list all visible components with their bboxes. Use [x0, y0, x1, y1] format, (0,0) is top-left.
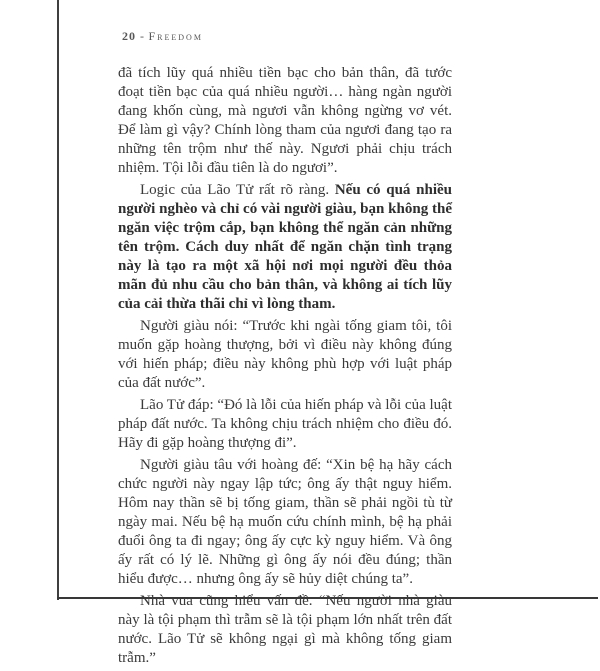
- paragraph: đã tích lũy quá nhiều tiền bạc cho bản thân, đã tước đoạt tiền bạc của quá nhiều người… hàng ngàn người đang khốn cùng, mà ngươi vẫn không ngừng vơ vét. Để làm gì vậy? Chính lòng tham của ngươi đang tạo ra những tên trộm như thế này. Ngươi phải chịu trách nhiệm. Tội lỗi đầu tiên là do ngươi”.: [118, 65, 452, 176]
- book-title: Freedom: [148, 29, 203, 43]
- body-text-block: [118, 64, 452, 671]
- page-number: 20: [122, 29, 136, 43]
- paragraph: Lão Tử đáp: “Đó là lỗi của hiến pháp và lỗi của luật pháp đất nước. Ta không chịu trách nhiệm cho điều đó. Hãy đi gặp hoàng thượng đi”.: [118, 397, 452, 451]
- paragraph-bold-text: Nếu có quá nhiều người nghèo và chỉ có vài người giàu, bạn không thể ngăn việc trộm cắp, bạn không thể ngăn cản những tên trộm. Cách duy nhất để ngăn chặn tình trạng này là tạo ra một xã hội nơi mọi người đều thỏa mãn đủ nhu cầu cho bản thân, và không ai tích lũy của cải thừa thãi chỉ vì lòng tham.: [118, 182, 452, 312]
- paragraph: Người giàu tâu với hoàng đế: “Xin bệ hạ hãy cách chức người này ngay lập tức; ông ấy thật nguy hiểm. Hôm nay thần sẽ bị tống giam, thần sẽ phải ngồi tù từ ngày mai. Nếu bệ hạ muốn cứu chính mình, bệ hạ phải đuổi ông ta đi ngay; ông ấy cực kỳ nguy hiểm. Và ông ấy rất có lý lẽ. Những gì ông ấy nói đều đúng; thần hiểu được… nhưng ông ấy sẽ hủy diệt chúng ta”.: [118, 457, 452, 587]
- paragraph: Nhà vua cũng hiểu vấn đề. “Nếu người nhà giàu này là tội phạm thì trẫm sẽ là tội phạm lớn nhất trên đất nước. Lão Tử sẽ không ngại gì mà không tống giam trẫm.”: [118, 593, 452, 666]
- paragraph-lead-text: Logic của Lão Tử rất rõ ràng.: [140, 182, 335, 198]
- header-separator: -: [140, 29, 145, 43]
- paragraph: Người giàu nói: “Trước khi ngài tống giam tôi, tôi muốn gặp hoàng thượng, bởi vì điều này không đúng với hiến pháp; điều này không phù hợp với luật pháp của đất nước”.: [118, 318, 452, 391]
- paragraph: [118, 181, 452, 314]
- running-header: [122, 29, 203, 44]
- page-left-edge-line: [57, 0, 59, 600]
